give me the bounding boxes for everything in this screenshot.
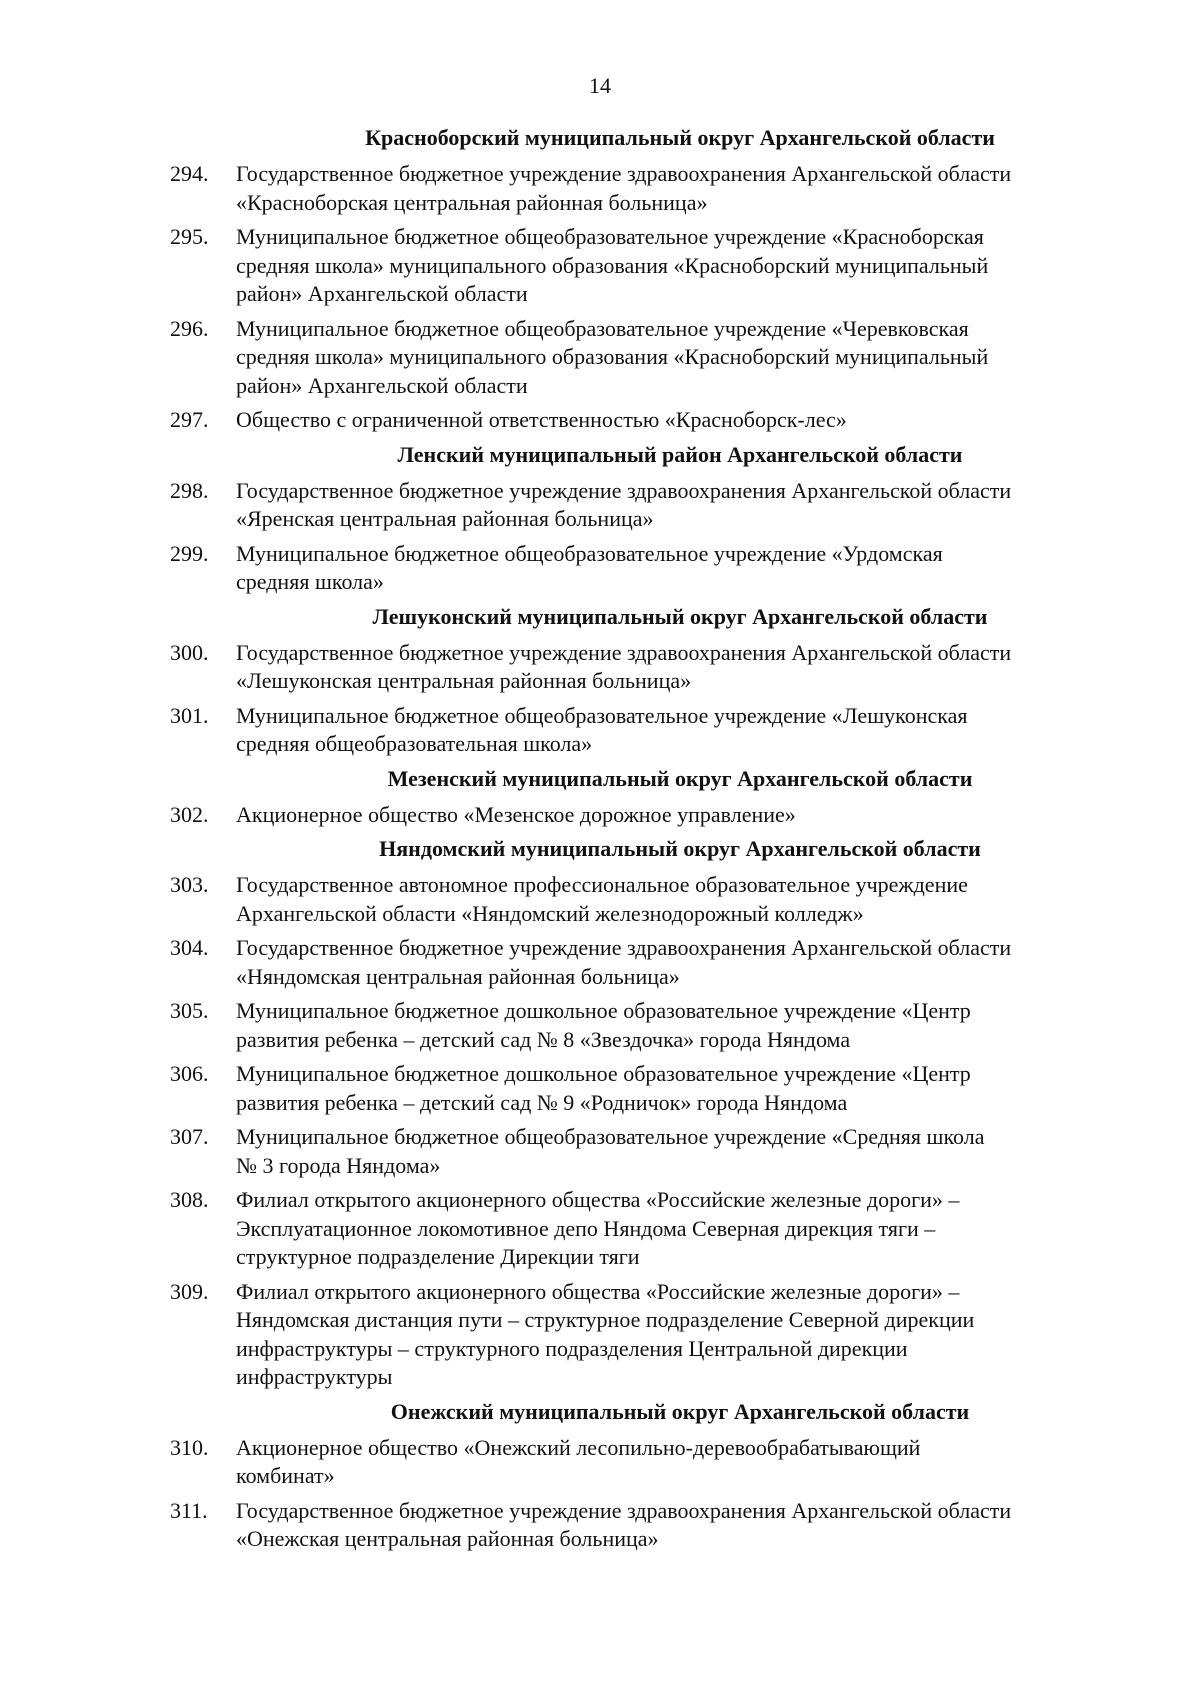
list-item (170, 1186, 1130, 1272)
item-text: Муниципальное бюджетное дошкольное образовательное учреждение «Центр развития ребенка – детский сад № 9 «Родничок» города Няндома (236, 1061, 971, 1115)
section (170, 603, 1130, 759)
list-item (170, 1434, 1130, 1491)
item-number: 303. (170, 872, 209, 897)
item-text: Акционерное общество «Онежский лесопильно-деревообрабатывающий комбинат» (236, 1434, 921, 1488)
list-item (170, 801, 1130, 830)
item-number: 309. (170, 1278, 209, 1304)
list-item (170, 1278, 1130, 1392)
item-text: Муниципальное бюджетное общеобразовательное учреждение «Черевковская средняя школа» муниципального образования «Красноборский муниципальный район» Архангельской области (236, 315, 989, 398)
item-text: Общество с ограниченной ответственностью «Красноборск-лес» (236, 407, 847, 432)
section-title: Мезенский муниципальный округ Архангельской области (387, 765, 973, 791)
list-item (170, 315, 1130, 401)
item-text: Филиал открытого акционерного общества «Российские железные дороги» – Няндомская дистанция пути – структурное подразделение Северной дирекции инфраструктуры – структурного подразделения Центральной дирекции инфраструктуры (236, 1278, 975, 1389)
item-text: Муниципальное бюджетное общеобразовательное учреждение «Лешуконская средняя общеобразовательная школа» (236, 702, 968, 756)
list-item (170, 223, 1130, 309)
section (170, 1398, 1130, 1554)
section-title: Онежский муниципальный округ Архангельской области (390, 1398, 970, 1424)
item-number: 308. (170, 1187, 209, 1212)
item-number: 296. (170, 315, 209, 341)
item-number: 298. (170, 477, 209, 503)
list-item (170, 1497, 1130, 1554)
section-title: Ленский муниципальный район Архангельской области (397, 441, 963, 467)
item-text: Государственное бюджетное учреждение здравоохранения Архангельской области «Лешуконская центральная районная больница» (236, 639, 1012, 693)
section (170, 124, 1130, 435)
item-number: 302. (170, 801, 209, 827)
item-number: 295. (170, 224, 209, 249)
section-title: Красноборский муниципальный округ Архангельской области (365, 125, 995, 150)
list-item (170, 540, 1130, 597)
item-number: 307. (170, 1124, 209, 1149)
item-number: 297. (170, 407, 209, 432)
item-number: 294. (170, 161, 209, 186)
item-number: 304. (170, 935, 209, 960)
list-item (170, 406, 1130, 435)
item-text: Государственное бюджетное учреждение здравоохранения Архангельской области «Яренская центральная районная больница» (236, 477, 1012, 531)
list-item (170, 702, 1130, 759)
list-item (170, 160, 1130, 217)
page-number: 14 (589, 73, 611, 98)
list-item (170, 639, 1130, 696)
list-item (170, 1123, 1130, 1180)
list-item (170, 997, 1130, 1054)
list-item (170, 1060, 1130, 1117)
item-text: Муниципальное бюджетное общеобразовательное учреждение «Средняя школа № 3 города Няндома» (236, 1124, 985, 1178)
item-text: Государственное бюджетное учреждение здравоохранения Архангельской области «Онежская центральная районная больница» (236, 1497, 1012, 1551)
section (170, 441, 1130, 597)
item-number: 301. (170, 702, 209, 728)
section-title: Лешуконский муниципальный округ Архангельской области (372, 603, 988, 629)
list-item (170, 934, 1130, 991)
section-title: Няндомский муниципальный округ Архангельской области (379, 836, 981, 861)
item-number: 305. (170, 998, 209, 1023)
list-item (170, 477, 1130, 534)
item-text: Филиал открытого акционерного общества «Российские железные дороги» – Эксплуатационное локомотивное депо Няндома Северная дирекция тяги – структурное подразделение Дирекции тяги (236, 1187, 960, 1269)
item-text: Государственное бюджетное учреждение здравоохранения Архангельской области «Красноборская центральная районная больница» (236, 161, 1012, 215)
section (170, 765, 1130, 830)
item-text: Муниципальное бюджетное дошкольное образовательное учреждение «Центр развития ребенка – детский сад № 8 «Звездочка» города Няндома (236, 998, 971, 1052)
item-number: 299. (170, 540, 209, 566)
item-text: Муниципальное бюджетное общеобразовательное учреждение «Красноборская средняя школа» муниципального образования «Красноборский муниципальный район» Архангельской области (236, 224, 989, 306)
item-number: 306. (170, 1061, 209, 1086)
item-number: 311. (170, 1497, 208, 1523)
list-item (170, 871, 1130, 928)
item-number: 300. (170, 639, 209, 665)
section (170, 835, 1130, 1392)
item-text: Муниципальное бюджетное общеобразовательное учреждение «Урдомская средняя школа» (236, 540, 943, 594)
document-body (170, 124, 1130, 1560)
item-number: 310. (170, 1434, 209, 1460)
item-text: Государственное автономное профессиональное образовательное учреждение Архангельской области «Няндомский железнодорожный колледж» (236, 872, 968, 926)
item-text: Государственное бюджетное учреждение здравоохранения Архангельской области «Няндомская центральная районная больница» (236, 935, 1012, 989)
item-text: Акционерное общество «Мезенское дорожное управление» (236, 801, 796, 827)
